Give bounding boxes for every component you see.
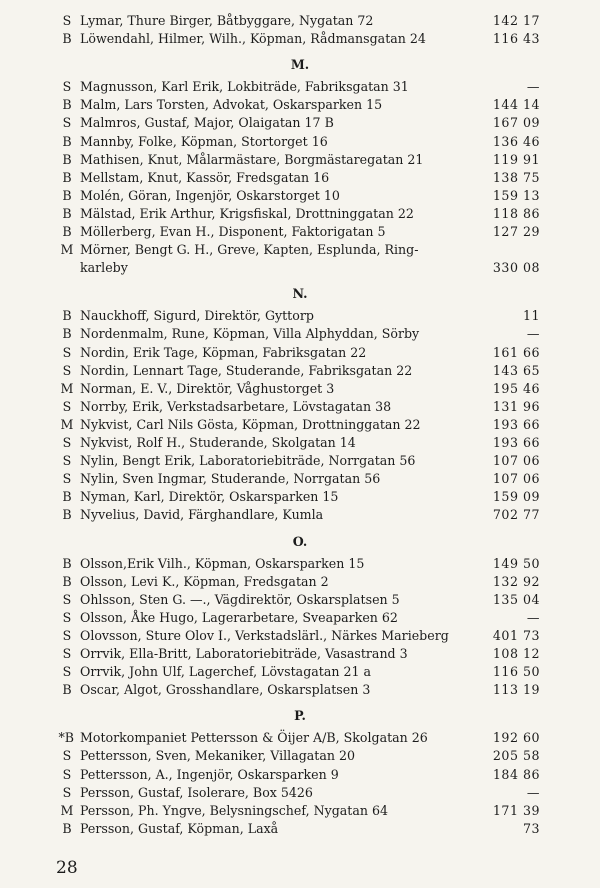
entry-category-code: B [62,308,72,324]
directory-entry [60,187,540,205]
entry-category-code: S [62,646,72,661]
directory-entry [60,30,540,48]
entry-phone-number: 116 43 [492,31,540,47]
entry-name-address: Norrby, Erik, Verkstadsarbetare, Lövstagatan 38 [80,398,392,414]
entry-category-code: B [62,573,72,589]
entry-category-code: S [62,766,72,782]
directory-entry [60,784,540,802]
directory-entry [60,573,540,591]
entry-name-address: Persson, Gustaf, Isolerare, Box 5426 [80,784,313,800]
entry-name-address: Mathisen, Knut, Målarmästare, Borgmästaregatan 21 [80,151,424,167]
entry-name-address: Pettersson, Sven, Mekaniker, Villagatan 20 [80,748,355,764]
directory-entry [60,488,540,506]
directory-entry [60,434,540,452]
directory-entry [60,555,540,573]
entry-name-address: Nylin, Bengt Erik, Laboratoriebiträde, Norrgatan 56 [80,453,416,469]
directory-entry [60,747,540,765]
entry-phone-number: 113 19 [492,682,540,698]
directory-entry [60,609,540,627]
directory-entry [60,241,540,259]
directory-entry [60,78,540,96]
entry-category-code: B [62,31,72,47]
entry-name-address: Nordin, Erik Tage, Köpman, Fabriksgatan 22 [80,344,367,360]
entry-name-address: Nordin, Lennart Tage, Studerande, Fabriksgatan 22 [80,362,413,378]
entry-category-code: S [62,13,72,28]
entry-category-code: S [62,115,72,131]
entry-name-address: Möllerberg, Evan H., Disponent, Faktorigatan 5 [80,224,386,239]
entry-name-address: Olovsson, Sture Olov I., Verkstadslärl., Närkes Marieberg [80,627,449,643]
directory-entry [60,12,540,30]
entry-phone-number: 161 66 [492,344,540,360]
entry-category-code: M [60,380,74,396]
directory-entry [60,398,540,416]
entry-phone-number: 401 73 [492,627,540,643]
entry-name-address: Mälstad, Erik Arthur, Krigsfiskal, Drottninggatan 22 [80,205,414,221]
entry-name-address: Malmros, Gustaf, Major, Olaigatan 17 B [80,115,334,131]
entry-phone-number: 73 [522,820,540,836]
section-heading: O. [292,533,308,549]
entry-category-code: S [62,627,72,643]
entry-phone-number: 144 14 [492,97,540,113]
entry-phone-number: 108 12 [492,646,540,661]
entry-name-address: Molén, Göran, Ingenjör, Oskarstorget 10 [80,187,340,203]
entry-name-address: Lymar, Thure Birger, Båtbyggare, Nygatan 72 [80,13,374,28]
entry-name-address: Norman, E. V., Direktör, Våghustorget 3 [80,380,335,396]
section-heading: N. [292,286,308,302]
entry-name-address: Mellstam, Knut, Kassör, Fredsgatan 16 [80,169,330,185]
directory-entry [60,766,540,784]
entry-phone-number: 171 39 [492,802,540,818]
entry-category-code: B [62,820,72,836]
entry-name-address: Nyvelius, David, Färghandlare, Kumla [80,507,324,523]
entry-phone-number: 131 96 [492,398,540,414]
entry-name-address: Löwendahl, Hilmer, Wilh., Köpman, Rådmansgatan 24 [80,31,426,47]
entry-category-code: S [62,471,72,487]
entry-phone-number: 192 60 [492,730,540,746]
entry-category-code: B [62,187,72,203]
entry-name-address: Nordenmalm, Rune, Köpman, Villa Alphyddan, Sörby [80,326,420,342]
entry-phone-number: 205 58 [492,748,540,764]
entry-name-address: Nykvist, Carl Nils Gösta, Köpman, Drottninggatan 22 [80,416,421,432]
entry-category-code: *B [58,730,74,746]
page-number: 28 [56,858,78,878]
entry-name-address: Malm, Lars Torsten, Advokat, Oskarsparken 15 [80,97,383,113]
entry-name-address: Nyman, Karl, Direktör, Oskarsparken 15 [80,489,339,505]
entry-category-code: S [62,362,72,378]
directory-entry [60,820,540,838]
directory-entry [60,169,540,187]
entry-phone-number: 132 92 [492,573,540,589]
entry-category-code: S [62,453,72,469]
directory-entry [60,645,540,663]
entry-name-address: Ohlsson, Sten G. —., Vägdirektör, Oskarsplatsen 5 [80,591,400,607]
entry-name-address: Persson, Ph. Yngve, Belysningschef, Nygatan 64 [80,802,388,818]
directory-entry [60,259,540,277]
directory-entry [60,729,540,747]
directory-entry [60,506,540,524]
entry-phone-number: 159 09 [492,489,540,505]
entry-phone-number: 136 46 [492,133,540,149]
directory-entry [60,114,540,132]
entry-category-code: S [62,79,72,95]
entry-phone-number: 159 13 [492,187,540,203]
entry-phone-number: 195 46 [492,380,540,396]
entry-category-code: S [62,609,72,625]
entry-phone-number: 119 91 [492,151,540,167]
entry-phone-number: 135 04 [492,591,540,607]
entry-category-code: M [60,416,74,432]
directory-entry [60,151,540,169]
entry-category-code: M [60,802,74,818]
entry-phone-number: 107 06 [492,453,540,469]
entry-name-address: Nylin, Sven Ingmar, Studerande, Norrgatan 56 [80,471,381,487]
entry-phone-number: 184 86 [492,766,540,782]
entry-name-address: karleby [80,260,128,276]
directory-entry [60,307,540,325]
entry-category-code: B [62,326,72,342]
directory-entry [60,133,540,151]
directory-entry [60,325,540,343]
entry-name-address: Orrvik, John Ulf, Lagerchef, Lövstagatan 21 a [80,664,371,680]
entry-phone-number: 138 75 [492,169,540,185]
directory-entry [60,223,540,241]
entry-phone-number: — [526,609,540,625]
entry-category-code: S [62,664,72,680]
entry-phone-number: — [526,784,540,800]
entry-name-address: Mörner, Bengt G. H., Greve, Kapten, Esplunda, Ring- [80,242,419,258]
entry-name-address: Olsson,Erik Vilh., Köpman, Oskarsparken 15 [80,555,365,571]
entry-name-address: Olsson, Levi K., Köpman, Fredsgatan 2 [80,573,329,589]
directory-entry [60,663,540,681]
entry-phone-number: 193 66 [492,416,540,432]
entry-category-code: S [62,344,72,360]
entry-name-address: Oscar, Algot, Grosshandlare, Oskarsplatsen 3 [80,682,371,698]
entry-category-code: B [62,555,72,571]
entry-name-address: Motorkompaniet Pettersson & Öijer A/B, Skolgatan 26 [80,730,428,746]
entry-category-code: B [62,682,72,698]
entry-phone-number: 143 65 [492,362,540,378]
entry-name-address: Orrvik, Ella-Britt, Laboratoriebiträde, Vasastrand 3 [80,646,408,661]
directory-entry [60,681,540,699]
entry-phone-number: 193 66 [492,435,540,450]
entry-category-code: B [62,169,72,185]
entry-phone-number: 142 17 [492,13,540,28]
directory-entry [60,470,540,488]
entry-category-code: B [62,489,72,505]
section-heading: P. [294,708,306,724]
entry-category-code: B [62,507,72,523]
entry-category-code: S [62,784,72,800]
directory-entry [60,96,540,114]
entry-category-code: B [62,97,72,113]
entry-name-address: Mannby, Folke, Köpman, Stortorget 16 [80,133,328,149]
entry-phone-number: 11 [522,308,540,324]
entry-category-code: S [62,748,72,764]
entry-phone-number: 149 50 [492,555,540,571]
entry-phone-number: 118 86 [492,205,540,221]
entry-category-code: S [62,435,72,450]
entry-name-address: Nykvist, Rolf H., Studerande, Skolgatan 14 [80,435,356,450]
entry-name-address: Olsson, Åke Hugo, Lagerarbetare, Sveaparken 62 [80,609,398,625]
section-heading: M. [290,57,310,73]
entry-phone-number: 107 06 [492,471,540,487]
directory-entry [60,591,540,609]
entry-category-code: B [62,224,72,239]
directory-entry [60,452,540,470]
directory-entry [60,362,540,380]
directory-entry [60,416,540,434]
entry-name-address: Magnusson, Karl Erik, Lokbiträde, Fabriksgatan 31 [80,79,409,95]
entry-phone-number: 702 77 [492,507,540,523]
entry-name-address: Persson, Gustaf, Köpman, Laxå [80,820,279,836]
entry-category-code: S [62,398,72,414]
entry-phone-number: — [526,79,540,95]
entry-category-code: S [62,591,72,607]
directory-entry [60,627,540,645]
directory-entry [60,344,540,362]
directory-entry [60,205,540,223]
entry-category-code: M [60,242,74,258]
directory-entry [60,380,540,398]
entry-phone-number: 127 29 [492,224,540,239]
entry-category-code: B [62,205,72,221]
entry-phone-number: 167 09 [492,115,540,131]
entry-phone-number: — [526,326,540,342]
entry-phone-number: 330 08 [492,260,540,276]
entry-category-code: B [62,133,72,149]
entry-name-address: Pettersson, A., Ingenjör, Oskarsparken 9 [80,766,339,782]
entry-category-code: B [62,151,72,167]
entry-name-address: Nauckhoff, Sigurd, Direktör, Gyttorp [80,308,314,324]
entry-phone-number: 116 50 [492,664,540,680]
directory-entry [60,802,540,820]
